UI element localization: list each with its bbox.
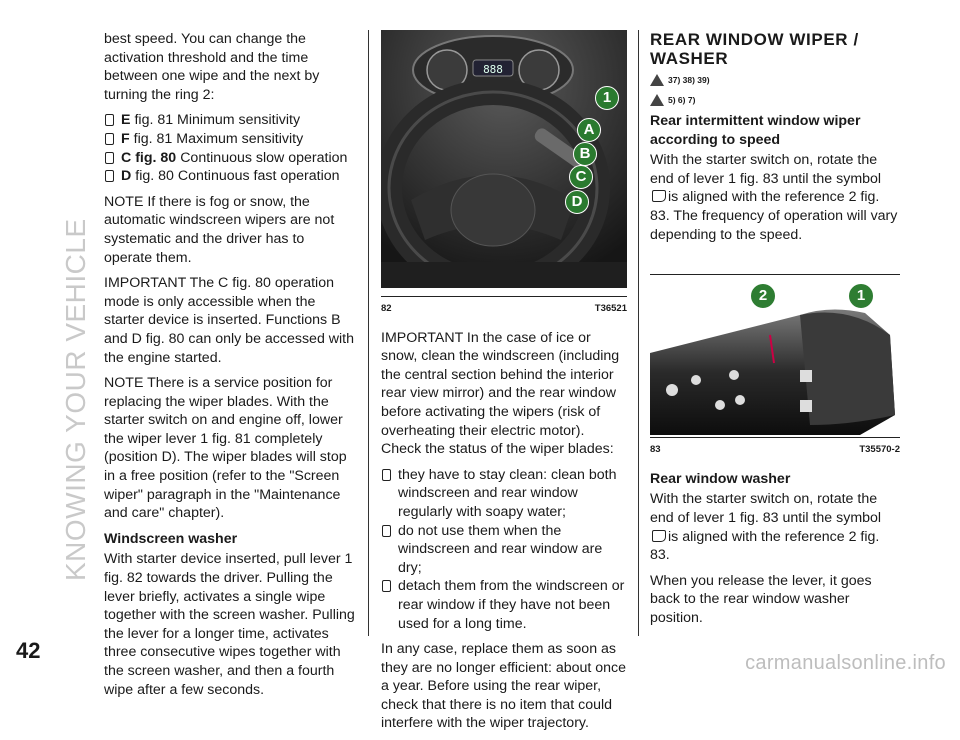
intermittent-wiper-text: With the starter switch on, rotate the end of lever 1 fig. 83 until the symbol is aligned with the reference 2 fig. 83. The frequency of operation will vary depending to the speed. — [650, 152, 898, 243]
bullet-text: fig. 81 Maximum sensitivity — [133, 130, 304, 147]
column-divider-1 — [368, 30, 369, 636]
bullet-text: fig. 80 Continuous fast operation — [135, 168, 340, 185]
page-number: 42 — [16, 638, 41, 663]
column-1 — [104, 30, 356, 706]
bullet-text: Continuous slow operation — [180, 149, 348, 166]
marker-a: A — [577, 118, 601, 142]
figure-code: T36521 — [594, 303, 627, 314]
warning-ref-1: 37) 38) 39) — [650, 72, 900, 88]
warning-ref-2: 5) 6) 7) — [650, 92, 900, 108]
figure-code: T35570-2 — [859, 444, 900, 456]
column-3 — [650, 30, 900, 635]
marker-b: B — [573, 142, 597, 166]
release-text: When you release the lever, it goes back to the rear window washer position. — [650, 572, 872, 626]
bullet-key: F — [121, 130, 130, 147]
bullet-key: C fig. 80 — [121, 149, 177, 166]
column-2 — [381, 30, 627, 740]
windscreen-washer-heading: Windscreen washer — [104, 530, 238, 547]
checkbox-icon — [382, 580, 391, 592]
bullet-item — [381, 522, 627, 578]
checkbox-icon — [105, 114, 114, 126]
bullet-key: D — [121, 168, 132, 185]
checkbox-icon — [105, 152, 114, 164]
important-ice-snow: IMPORTANT In the case of ice or snow, clean the windscreen (including the central section behind the interior rear view mirror) and the rear window before activating the wipers (risk of overheating their electric motor). Check the status of the wiper blades: — [381, 329, 620, 458]
chapter-side-title: KNOWING YOUR VEHICLE — [60, 218, 91, 581]
windscreen-washer-text: With starter device inserted, pull lever 1 fig. 82 towards the driver. Pulling the lever briefly, activates a single wipe together with the screen washer. Pulling the lever for a longer time, activates three consecutive wipes together with the screen washer, and then a fourth wipe after a few seconds. — [104, 551, 355, 698]
checkbox-icon — [382, 469, 391, 481]
bullet-text: detach them from the windscreen or rear window if they have not been used for a long time. — [398, 578, 625, 632]
figure-83-caption — [650, 437, 900, 460]
figure-number: 82 — [381, 303, 392, 314]
bullet-item — [104, 111, 356, 130]
checkbox-icon — [382, 525, 391, 537]
bullet-text: fig. 81 Minimum sensitivity — [134, 112, 301, 129]
wiper-symbol-icon — [652, 190, 666, 202]
cluster-display: 888 — [483, 63, 503, 76]
bullet-item — [104, 149, 356, 168]
warning-triangle-icon — [650, 74, 664, 86]
bullet-item — [381, 466, 627, 522]
figure-82-steering-wheel — [381, 30, 627, 288]
column-divider-2 — [638, 30, 639, 636]
note-service-position: NOTE There is a service position for replacing the wiper blades. With the starter switch on and engine off, lower the wiper lever 1 fig. 81 completely (position D). The wiper blades will stop in a free position (refer to the "Screen wiper" paragraph in the "Maintenance and care" chapter). — [104, 375, 347, 522]
marker-2: 2 — [750, 283, 776, 309]
section-title: REAR WINDOW WIPER / WASHER — [650, 30, 859, 68]
marker-c: C — [569, 165, 593, 189]
bullet-key: E — [121, 112, 131, 129]
marker-1: 1 — [848, 283, 874, 309]
figure-82-caption — [381, 296, 627, 319]
important-note: IMPORTANT The C fig. 80 operation mode is only accessible when the starter device is inserted. Functions B and D fig. 80 can only be accessed with the engine started. — [104, 275, 355, 366]
intro-paragraph: best speed. You can change the activation threshold and the time between one wipe and the next by turning the ring 2: — [104, 31, 320, 103]
note-fog: NOTE If there is fog or snow, the automatic windscreen wipers are not systematic and the driver has to operate them. — [104, 193, 335, 266]
intermittent-wiper-heading: Rear intermittent window wiper according to speed — [650, 113, 861, 148]
bullet-item — [381, 577, 627, 633]
closing-paragraph: In any case, replace them as soon as they are no longer efficient: about once a year. Before using the rear wiper, check that there is no item that could interfere with the wiper trajectory. — [381, 641, 627, 732]
rear-washer-text: With the starter switch on, rotate the end of lever 1 fig. 83 until the symbol is aligned with the reference 2 fig. 83. — [650, 491, 882, 564]
marker-d: D — [565, 190, 589, 214]
warning-triangle-icon — [650, 94, 664, 106]
rear-washer-heading: Rear window washer — [650, 470, 791, 487]
bullet-item — [104, 130, 356, 149]
washer-symbol-icon — [652, 530, 666, 542]
bullet-item — [104, 167, 356, 186]
bullet-text: they have to stay clean: clean both windscreen and rear window regularly with soapy water; — [398, 466, 617, 520]
figure-83-lever — [650, 275, 900, 437]
checkbox-icon — [105, 133, 114, 145]
figure-number: 83 — [650, 444, 661, 456]
marker-1: 1 — [595, 86, 619, 110]
bullet-text: do not use them when the windscreen and rear window are dry; — [398, 522, 603, 576]
checkbox-icon — [105, 170, 114, 182]
watermark: carmanualsonline.info — [745, 652, 946, 674]
